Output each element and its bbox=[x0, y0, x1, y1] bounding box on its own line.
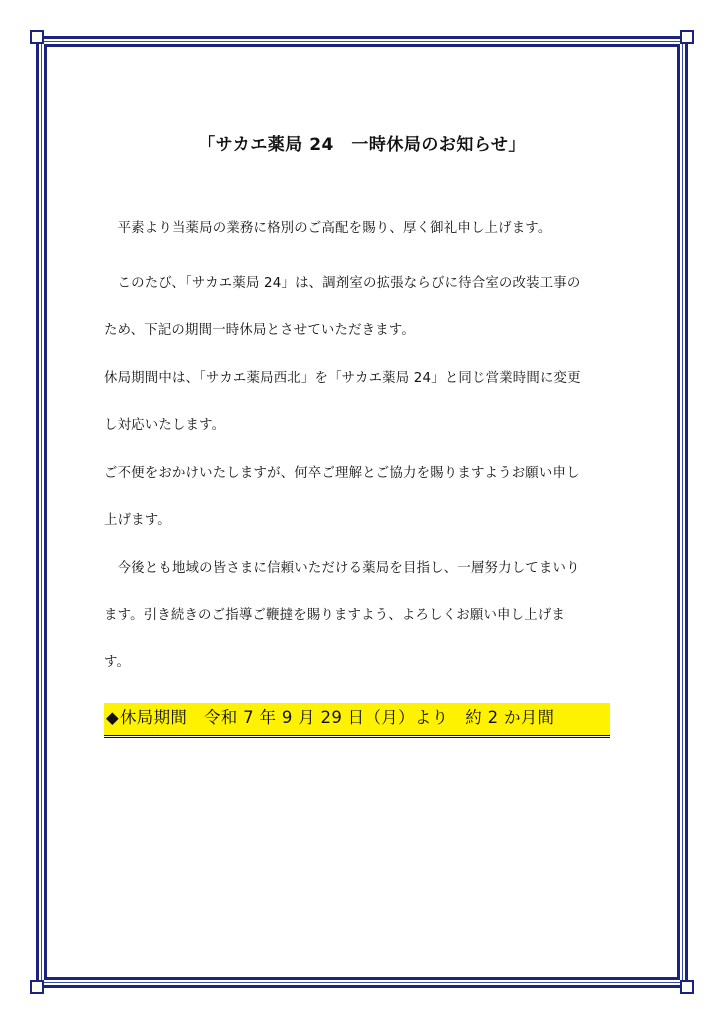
paragraph-line: ため、下記の期間一時休局とさせていただきます。 bbox=[104, 323, 415, 338]
paragraph-closing bbox=[104, 545, 630, 686]
paragraph-greeting bbox=[104, 205, 630, 252]
paragraph-line: ご不便をおかけいたしますが、何卒ご理解とご協力を賜りますようお願い申し bbox=[104, 466, 580, 481]
paragraph-line: 今後とも地域の皆さまに信頼いただける薬局を目指し、一層努力してまいり bbox=[104, 561, 580, 576]
closure-period-text: 休局期間 令和 7 年 9 月 29 日（月）より 約 2 か月間 bbox=[120, 708, 555, 727]
paragraph-alternate-store bbox=[104, 355, 630, 449]
paragraph-closure-reason bbox=[104, 260, 630, 354]
corner-ornament-top-left bbox=[30, 30, 44, 44]
diamond-bullet-icon: ◆ bbox=[106, 708, 119, 727]
paragraph-line: このたび、「サカエ薬局 24」は、調剤室の拡張ならびに待合室の改装工事の bbox=[104, 276, 581, 291]
corner-ornament-bottom-left bbox=[30, 980, 44, 994]
corner-ornament-bottom-right bbox=[680, 980, 694, 994]
paragraph-line: し対応いたします。 bbox=[104, 418, 226, 433]
paragraph-line: ます。引き続きのご指導ご鞭撻を賜りますよう、よろしくお願い申し上げま bbox=[104, 608, 566, 623]
paragraph-line: す。 bbox=[104, 655, 131, 670]
paragraph-line: 平素より当薬局の業務に格別のご高配を賜り、厚く御礼申し上げます。 bbox=[104, 221, 552, 236]
corner-ornament-top-right bbox=[680, 30, 694, 44]
paragraph-line: 上げます。 bbox=[104, 513, 171, 528]
paragraph-apology bbox=[104, 450, 630, 544]
closure-period-notice bbox=[104, 703, 610, 735]
notice-double-underline bbox=[104, 735, 610, 738]
document-title: 「サカエ薬局 24 一時休局のお知らせ」 bbox=[198, 135, 526, 155]
paragraph-line: 休局期間中は、「サカエ薬局西北」を「サカエ薬局 24」と同じ営業時間に変更 bbox=[104, 371, 581, 386]
